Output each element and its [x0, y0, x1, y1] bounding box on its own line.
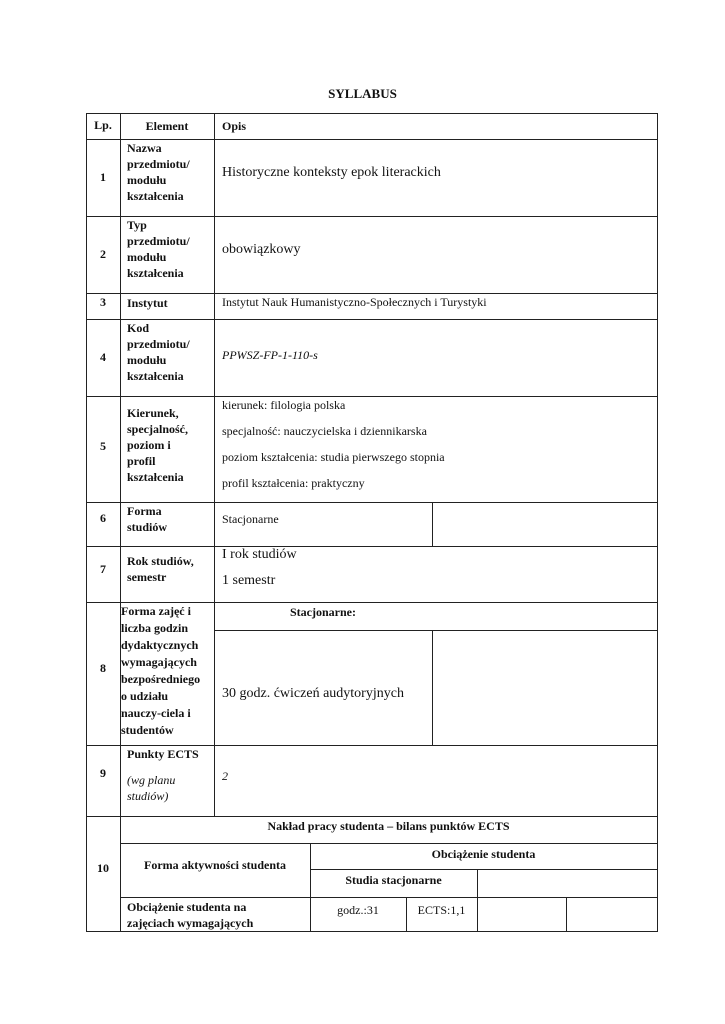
course-type: obowiązkowy	[222, 242, 301, 257]
row-2-num: 2	[100, 247, 106, 261]
study-form: Stacjonarne	[222, 512, 279, 526]
row-9-sublabel: (wg planu studiów)	[127, 773, 176, 803]
row-9-num: 9	[100, 766, 106, 780]
field-of-study-details: kierunek: filologia polska specjalność: nauczycielska i dziennikarska poziom kształcenia: studia pierwszego stopnia profil kształcenia: praktyczny	[222, 398, 445, 490]
row-3-label: Instytut	[127, 296, 168, 310]
row-10-num: 10	[97, 861, 109, 875]
row-4-num: 4	[100, 350, 106, 364]
row-8-label: Forma zajęć i liczba godzin dydaktycznych wymagających bezpośredniego o udziału nauczy-ciela i studentów	[121, 604, 201, 737]
institute: Instytut Nauk Humanistyczno-Społecznych i Turystyki	[222, 295, 487, 309]
row-1-num: 1	[100, 170, 106, 184]
row-6-num: 6	[100, 511, 106, 525]
row-2-label: Typ przedmiotu/ modułu kształcenia	[127, 218, 190, 280]
load-hours: godz.:31	[337, 903, 379, 917]
header-element: Element	[145, 119, 189, 133]
row-6-label: Forma studiów	[127, 504, 168, 534]
ects-balance-header: Nakład pracy studenta – bilans punktów ECTS	[267, 819, 510, 833]
load-row-label: Obciążenie studenta na zajęciach wymagających	[127, 900, 254, 930]
load-ects: ECTS:1,1	[417, 903, 466, 917]
ects-points: 2	[222, 769, 228, 783]
document-title: SYLLABUS	[328, 86, 397, 101]
header-lp: Lp.	[94, 118, 112, 132]
course-name: Historyczne konteksty epok literackich	[222, 165, 441, 180]
teaching-hours: 30 godz. ćwiczeń audytoryjnych	[222, 686, 404, 701]
row-8-header-stacjonarne: Stacjonarne:	[290, 605, 356, 619]
student-load-header: Obciążenie studenta	[431, 847, 536, 861]
header-opis: Opis	[222, 119, 247, 133]
row-5-label: Kierunek, specjalność, poziom i profil kształcenia	[127, 406, 188, 484]
row-4-label: Kod przedmiotu/ modułu kształcenia	[127, 321, 190, 383]
row-5-num: 5	[100, 439, 106, 453]
syllabus-table	[86, 113, 657, 931]
row-8-num: 8	[100, 661, 106, 675]
row-7-label: Rok studiów, semestr	[127, 554, 194, 584]
year-semester: I rok studiów 1 semestr	[222, 547, 297, 588]
activity-form-header: Forma aktywności studenta	[143, 858, 286, 872]
row-9-label: Punkty ECTS	[127, 747, 199, 761]
row-1-label: Nazwa przedmiotu/ modułu kształcenia	[127, 141, 190, 203]
full-time-studies-header: Studia stacjonarne	[345, 873, 442, 887]
course-code: PPWSZ-FP-1-110-s	[222, 348, 318, 362]
row-3-num: 3	[100, 295, 106, 309]
row-7-num: 7	[100, 562, 106, 576]
